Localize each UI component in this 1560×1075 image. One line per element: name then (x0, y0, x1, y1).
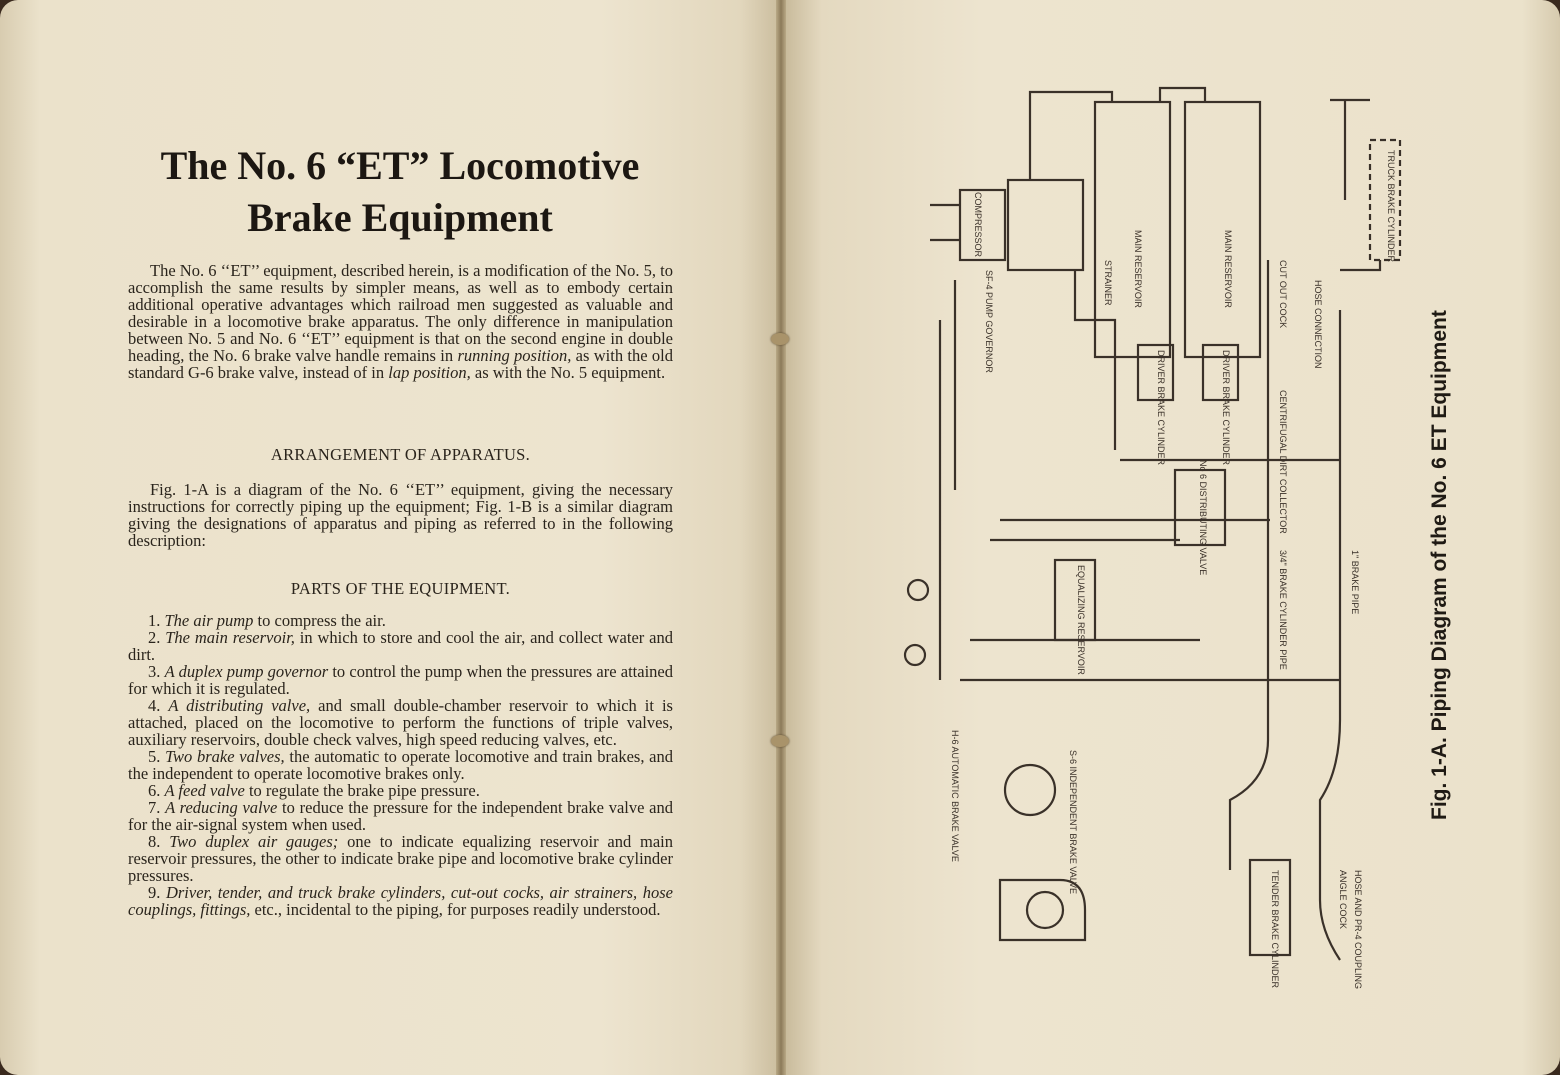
driver-brake-cylinder-2 (1203, 345, 1238, 400)
list-item: 9. Driver, tender, and truck brake cylinders, cut-out cocks, air strainers, hose couplings, fittings, etc., incidental to the piping, for purposes readily understood. (128, 883, 674, 919)
label-tender-brake-cylinder: TENDER BRAKE CYLINDER (1270, 870, 1280, 989)
list-item: 1. The air pump to compress the air. (148, 611, 386, 630)
label-brake-cylinder-pipe: 3/4" BRAKE CYLINDER PIPE (1278, 550, 1288, 670)
compressor-body (1008, 180, 1083, 270)
list-item: 6. A feed valve to regulate the brake pipe pressure. (148, 781, 480, 800)
label-independent-brake-valve: S-6 INDEPENDENT BRAKE VALVE (1068, 750, 1078, 895)
equalizing-reservoir (1055, 560, 1095, 640)
intro-paragraph (128, 262, 673, 381)
label-hose-coupling: HOSE AND PR-4 COUPLING (1353, 870, 1363, 990)
label-hose-connection: HOSE CONNECTION (1313, 280, 1323, 369)
figure-caption (1428, 310, 1451, 830)
heading-parts: PARTS OF THE EQUIPMENT. (290, 579, 511, 598)
brake-pipe (1320, 310, 1340, 960)
label-driver-brake-cylinder-2: DRIVER BRAKE CYLINDER (1221, 350, 1231, 466)
automatic-valve-port (1027, 892, 1063, 928)
list-item: 4. A distributing valve, and small double-chamber reservoir to which it is attached, placed on the locomotive to perform the functions of triple valves, auxiliary reservoirs, double check valves, high speed reducing valves, etc. (128, 696, 673, 749)
reservoir-connecting-pipe (1160, 88, 1205, 102)
label-strainer: STRAINER (1103, 260, 1113, 306)
brake-cylinder-pipe (1230, 260, 1268, 870)
list-item: 5. Two brake valves, the automatic to operate locomotive and train brakes, and the independent to operate locomotive brakes only. (128, 747, 673, 783)
arrangement-paragraph: Fig. 1-A is a diagram of the No. 6 ‘‘ET’’ equipment, giving the necessary instructions for correctly piping up the equipment; Fig. 1-B is a similar diagram giving the designations of apparatus and piping as referred to in the following description: (128, 480, 673, 550)
label-cut-out-cock: CUT OUT COCK (1278, 260, 1288, 329)
independent-brake-valve (1005, 765, 1055, 815)
piping-diagram (900, 80, 1500, 1000)
label-truck-brake-cylinder: TRUCK BRAKE CYLINDER (1386, 150, 1396, 263)
label-distributing-valve: No 6 DISTRIBUTING VALVE (1198, 460, 1208, 576)
label-main-reservoir-2: MAIN RESERVOIR (1223, 230, 1233, 308)
parts-list (128, 612, 673, 918)
label-automatic-brake-valve: H-6 AUTOMATIC BRAKE VALVE (950, 730, 960, 862)
discharge-pipe (1030, 92, 1112, 180)
duplex-gauge-2 (905, 645, 925, 665)
intro-emphasis-lap: lap position, (388, 363, 471, 382)
label-pump-governor: SF-4 PUMP GOVERNOR (984, 270, 994, 373)
title-line-1: The No. 6 “ET” Locomotive (160, 143, 640, 188)
driver-brake-cylinder-1 (1138, 345, 1173, 400)
label-driver-brake-cylinder-1: DRIVER BRAKE CYLINDER (1156, 350, 1166, 466)
main-reservoir-1 (1095, 102, 1170, 357)
duplex-gauge-1 (908, 580, 928, 600)
intro-text-start: The No. 6 ‘‘ET’’ equipment, described herein, is a modification of the No. 5, to accomplish the same results by simpler means, as well as to embody certain additional operative advantages which railroad men suggested as valuable and desirable in a locomotive brake apparatus. The only difference in manipulation between No. 5 and No. 6 ‘‘ET’’ equipment is that on the second engine in double heading, the No. 6 brake valve handle remains in (128, 261, 673, 365)
label-main-reservoir-1: MAIN RESERVOIR (1133, 230, 1143, 308)
title-line-2: Brake Equipment (247, 195, 553, 240)
label-equalizing-reservoir: EQUALIZING RESERVOIR (1076, 565, 1086, 675)
intro-text-mid: as with the old standard G-6 brake valve, instead of in (128, 346, 673, 382)
list-item: 2. The main reservoir, in which to store and cool the air, and collect water and dirt. (128, 628, 673, 664)
compressor-connection (930, 205, 960, 240)
list-item: 8. Two duplex air gauges; one to indicate equalizing reservoir and main reservoir pressures, the other to indicate brake pipe and locomotive brake cylinder pressures. (128, 832, 674, 885)
label-compressor: COMPRESSOR (973, 192, 983, 258)
binding-stitch (771, 333, 789, 345)
truck-pipe (1340, 260, 1380, 270)
book-gutter (776, 0, 786, 1075)
heading-arrangement: ARRANGEMENT OF APPARATUS. (270, 445, 531, 464)
hose-connection-pipe (1330, 100, 1370, 200)
figure-caption-text: Fig. 1-A. Piping Diagram of the No. 6 ET Equipment (1428, 310, 1451, 820)
tender-brake-cylinder (1250, 860, 1290, 955)
list-item: 7. A reducing valve to reduce the pressure for the independent brake valve and for the air-signal system when used. (128, 798, 673, 834)
label-centrifugal-dirt-collector: CENTRIFUGAL DIRT COLLECTOR (1278, 390, 1288, 534)
binding-stitch (771, 735, 789, 747)
list-item: 3. A duplex pump governor to control the pump when the pressures are attained for which it is regulated. (128, 662, 673, 698)
page-title (120, 140, 680, 244)
label-brake-pipe: 1" BRAKE PIPE (1350, 550, 1360, 615)
intro-text-end: as with the No. 5 equipment. (470, 363, 666, 382)
main-reservoir-2 (1185, 102, 1260, 357)
label-angle-cock: ANGLE COCK (1338, 870, 1348, 930)
intro-emphasis-running: running position, (457, 346, 572, 365)
